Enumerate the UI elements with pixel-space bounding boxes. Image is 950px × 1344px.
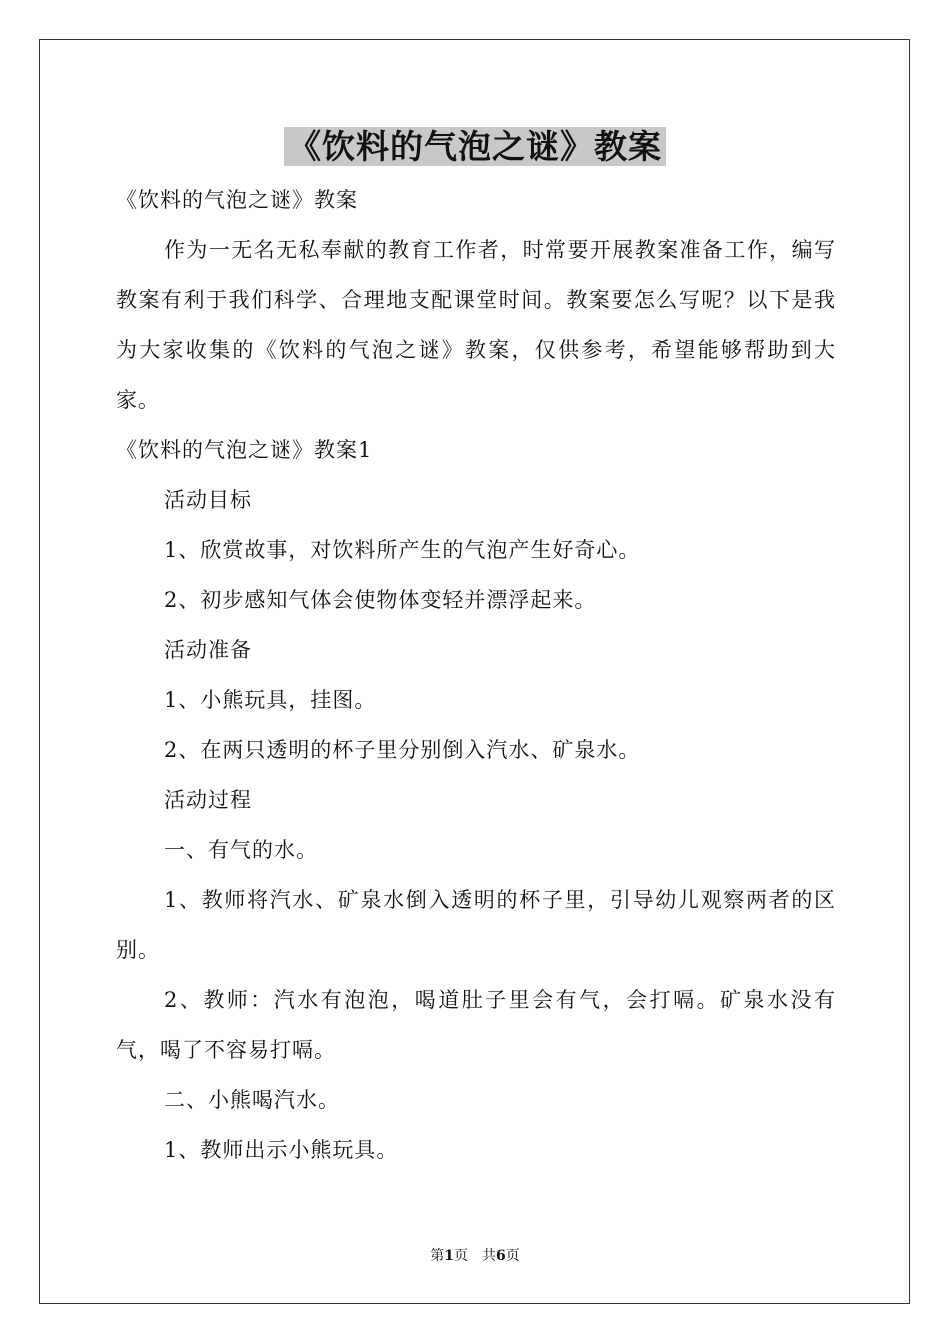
footer-page-mid: 页 共 [454, 1248, 496, 1264]
body-paragraph: 《饮料的气泡之谜》教案 [116, 188, 358, 212]
body-paragraph: 2、教师：汽水有泡泡，喝道肚子里会有气，会打嗝。矿泉水没有气，喝了不容易打嗝。 [116, 988, 836, 1062]
footer-page-suffix: 页 [505, 1248, 520, 1264]
body-paragraph: 活动目标 [164, 488, 252, 512]
body-paragraph: 1、小熊玩具，挂图。 [164, 688, 377, 712]
body-paragraph: 一、有气的水。 [164, 838, 318, 862]
document-body [116, 175, 836, 1175]
document-title-text: 《饮料的气泡之谜》教案 [284, 127, 666, 166]
body-paragraph: 二、小熊喝汽水。 [164, 1088, 340, 1112]
body-paragraph: 2、在两只透明的杯子里分别倒入汽水、矿泉水。 [164, 738, 641, 762]
body-paragraph: 1、教师将汽水、矿泉水倒入透明的杯子里，引导幼儿观察两者的区别。 [116, 888, 836, 962]
body-paragraph: 1、教师出示小熊玩具。 [164, 1138, 399, 1162]
body-paragraph: 作为一无名无私奉献的教育工作者，时常要开展教案准备工作，编写教案有利于我们科学、合理地支配课堂时间。教案要怎么写呢？以下是我为大家收集的《饮料的气泡之谜》教案，仅供参考，希望能够帮助到大家。 [116, 238, 836, 412]
page-footer [0, 1246, 950, 1266]
body-paragraph: 1、欣赏故事，对饮料所产生的气泡产生好奇心。 [164, 538, 641, 562]
footer-page-prefix: 第 [430, 1248, 445, 1264]
body-paragraph: 活动准备 [164, 638, 252, 662]
body-paragraph: 活动过程 [164, 788, 252, 812]
footer-page-current: 1 [444, 1248, 454, 1264]
body-paragraph: 2、初步感知气体会使物体变轻并漂浮起来。 [164, 588, 597, 612]
document-title [0, 122, 950, 172]
body-paragraph: 《饮料的气泡之谜》教案1 [116, 438, 373, 462]
footer-page-total: 6 [496, 1248, 506, 1264]
